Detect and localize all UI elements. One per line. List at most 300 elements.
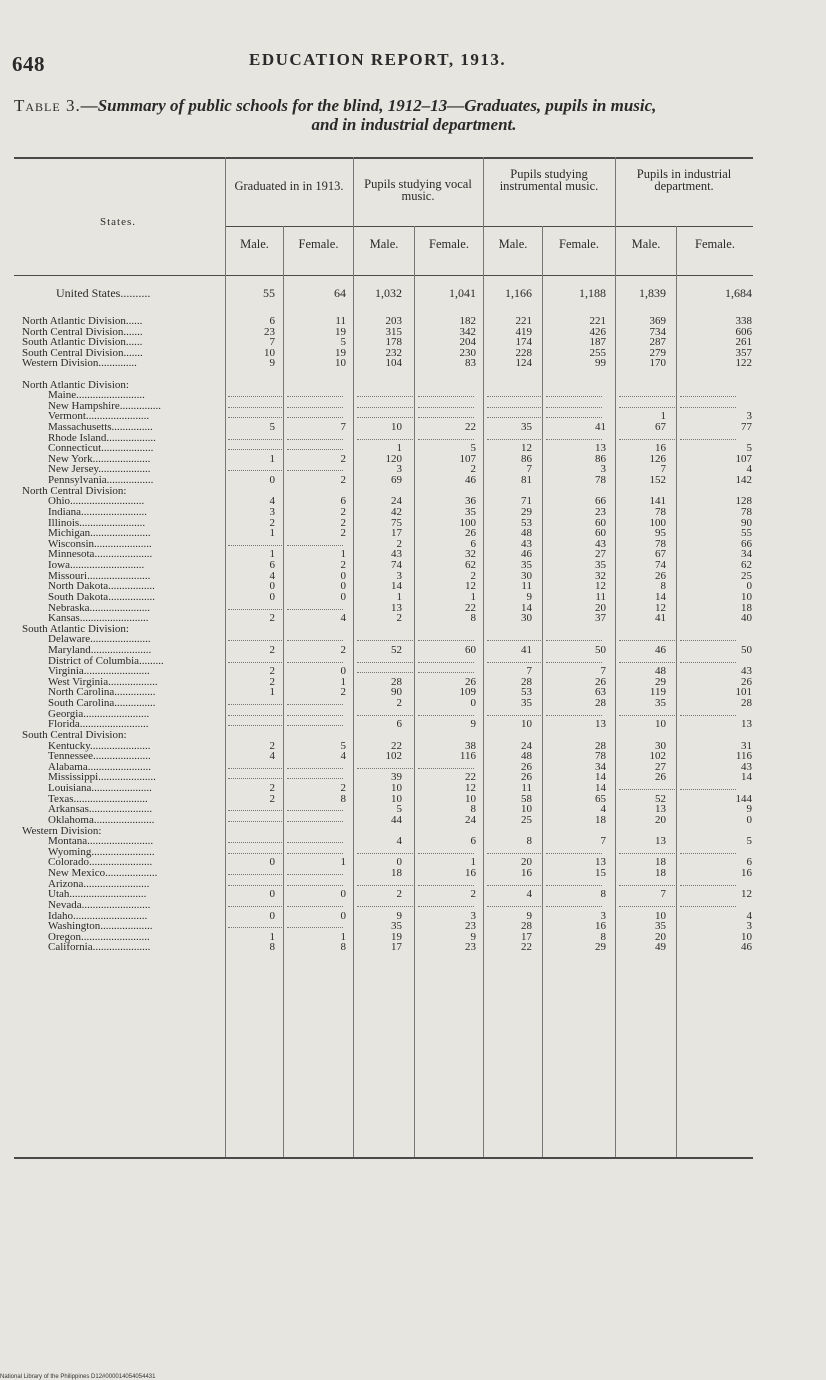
table-cell: 7	[269, 336, 275, 348]
table-cell: 3	[746, 920, 752, 933]
table-cell: 38	[465, 739, 476, 752]
table-cell: 287	[649, 336, 666, 348]
table-cell: 255	[589, 346, 606, 359]
table-cell: 36	[465, 495, 476, 508]
table-cell: 18	[595, 813, 606, 826]
table-cell: 52	[391, 644, 402, 656]
table-cell: 13	[655, 835, 666, 848]
table-cell: 1	[470, 856, 476, 869]
table-cell: 16	[521, 867, 532, 880]
table-cell: 26	[741, 675, 752, 688]
table-cell: 10	[391, 792, 402, 805]
table-cell: 1	[269, 930, 275, 943]
empty-cell-leader	[287, 715, 343, 716]
table-cell: 71	[521, 495, 532, 508]
table-cell: 2	[269, 782, 275, 795]
empty-cell-leader	[619, 640, 675, 641]
empty-cell-leader	[619, 853, 675, 854]
page-number: 648	[12, 52, 45, 76]
group-header-vocal: Pupils studying vocal music.	[364, 177, 472, 203]
empty-cell-leader	[487, 640, 543, 641]
table-cell: 0	[269, 474, 275, 487]
header-bottom-rule	[14, 275, 753, 276]
table-cell: 49	[655, 941, 666, 954]
table-cell: 1,041	[449, 286, 476, 300]
table-cell: 9	[269, 357, 275, 369]
table-cell: 2	[340, 644, 346, 656]
empty-cell-leader	[680, 640, 736, 641]
table-cell: 22	[465, 771, 476, 784]
table-cell: 24	[465, 813, 476, 826]
table-cell: 0	[269, 888, 275, 901]
empty-cell-leader	[228, 396, 284, 397]
table-cell: 99	[595, 357, 606, 369]
empty-cell-leader	[287, 545, 343, 546]
row-label: North Central Division:	[22, 484, 127, 497]
table-cell: 58	[521, 792, 532, 805]
table-cell: 2	[396, 697, 402, 710]
row-label: New Hampshire...............	[48, 399, 162, 412]
empty-cell-leader	[228, 810, 284, 811]
table-cell: 48	[655, 665, 666, 678]
empty-cell-leader	[357, 396, 413, 397]
row-label: Delaware......................	[48, 633, 151, 646]
table-cell: 60	[465, 644, 476, 656]
table-cell: 35	[521, 697, 532, 710]
table-cell: 4	[269, 569, 275, 582]
empty-cell-leader	[357, 407, 413, 408]
table-cell: 86	[595, 452, 606, 465]
empty-cell-leader	[228, 662, 284, 663]
table-row	[0, 815, 826, 826]
empty-cell-leader	[228, 821, 284, 822]
table-cell: 342	[459, 325, 476, 338]
table-top-rule	[14, 157, 753, 159]
empty-cell-leader	[418, 906, 474, 907]
table-cell: 23	[264, 325, 275, 338]
row-label: Western Division..............	[22, 357, 137, 369]
empty-cell-leader	[287, 853, 343, 854]
table-cell: 12	[741, 888, 752, 901]
table-cell: 0	[470, 697, 476, 710]
row-label: Wyoming.......................	[48, 845, 155, 858]
table-cell: 28	[391, 675, 402, 688]
empty-cell-leader	[487, 885, 543, 886]
table-cell: 8	[470, 612, 476, 625]
table-cell: 0	[340, 569, 346, 582]
empty-cell-leader	[680, 715, 736, 716]
table-cell: 0	[340, 665, 346, 678]
table-cell: 2	[269, 644, 275, 656]
empty-cell-leader	[546, 662, 602, 663]
table-cell: 4	[396, 835, 402, 848]
table-cell: 11	[335, 315, 346, 327]
table-cell: 178	[385, 336, 402, 348]
caption-title-line2: and in industrial department.	[311, 115, 517, 134]
table-caption	[14, 96, 774, 134]
table-cell: 95	[655, 527, 666, 540]
table-cell: 37	[595, 612, 606, 625]
table-cell: 152	[649, 474, 666, 487]
table-cell: 24	[521, 739, 532, 752]
table-cell: 43	[741, 760, 752, 773]
row-label: Arizona........................	[48, 877, 150, 890]
empty-cell-leader	[619, 407, 675, 408]
empty-cell-leader	[287, 874, 343, 875]
table-cell: 34	[595, 760, 606, 773]
empty-cell-leader	[228, 609, 284, 610]
table-cell: 52	[655, 792, 666, 805]
table-cell: 0	[340, 888, 346, 901]
table-cell: 14	[595, 782, 606, 795]
table-cell: 25	[741, 569, 752, 582]
table-cell: 12	[655, 601, 666, 614]
table-cell: 2	[340, 452, 346, 465]
empty-cell-leader	[228, 842, 284, 843]
table-cell: 1	[470, 590, 476, 603]
table-cell: 4	[746, 463, 752, 476]
table-cell: 221	[515, 315, 532, 327]
empty-cell-leader	[357, 885, 413, 886]
table-cell: 34	[741, 548, 752, 561]
empty-cell-leader	[546, 853, 602, 854]
table-cell: 67	[655, 548, 666, 561]
table-cell: 16	[741, 867, 752, 880]
table-cell: 48	[521, 750, 532, 763]
row-label: Ohio...........................	[48, 495, 145, 508]
table-cell: 19	[335, 325, 346, 338]
table-cell: 2	[269, 665, 275, 678]
table-cell: 204	[459, 336, 476, 348]
row-label: Iowa...........................	[48, 559, 145, 572]
table-cell: 35	[595, 559, 606, 572]
table-cell: 9	[396, 909, 402, 922]
table-cell: 1	[340, 856, 346, 869]
table-cell: 7	[660, 888, 666, 901]
table-cell: 42	[391, 505, 402, 518]
table-cell: 26	[595, 675, 606, 688]
scan-footer: National Library of the Philippines D12#000014054054431	[0, 1374, 156, 1380]
empty-cell-leader	[228, 640, 284, 641]
table-cell: 35	[521, 559, 532, 572]
table-cell: 1	[269, 452, 275, 465]
table-cell: 55	[263, 286, 275, 300]
row-label: New Jersey...................	[48, 463, 151, 476]
row-label: Arkansas.......................	[48, 803, 153, 816]
table-cell: 1,839	[639, 286, 666, 300]
empty-cell-leader	[418, 662, 474, 663]
empty-cell-leader	[546, 396, 602, 397]
table-cell: 141	[649, 495, 666, 508]
table-cell: 0	[340, 909, 346, 922]
empty-cell-leader	[357, 672, 413, 673]
row-label: North Atlantic Division......	[22, 315, 143, 327]
subheader-male: Male.	[240, 237, 269, 251]
table-cell: 126	[649, 452, 666, 465]
table-cell: 78	[655, 537, 666, 550]
table-cell: 109	[459, 686, 476, 699]
caption-label: Table 3.	[14, 96, 81, 115]
row-label: West Virginia..................	[48, 675, 158, 688]
empty-cell-leader	[680, 853, 736, 854]
empty-cell-leader	[487, 715, 543, 716]
empty-cell-leader	[357, 640, 413, 641]
table-cell: 29	[595, 941, 606, 954]
table-cell: 7	[340, 420, 346, 433]
table-cell: 43	[741, 665, 752, 678]
table-cell: 12	[521, 442, 532, 455]
table-cell: 30	[521, 612, 532, 625]
row-label: North Dakota.................	[48, 580, 155, 593]
table-cell: 187	[589, 336, 606, 348]
table-cell: 2	[269, 612, 275, 625]
table-cell: 16	[655, 442, 666, 455]
table-cell: 2	[396, 888, 402, 901]
empty-cell-leader	[357, 662, 413, 663]
table-cell: 17	[521, 930, 532, 943]
row-label: South Central Division:	[22, 728, 127, 741]
empty-cell-leader	[228, 778, 284, 779]
table-cell: 2	[396, 612, 402, 625]
table-cell: 7	[526, 463, 532, 476]
table-cell: 10	[264, 346, 275, 359]
empty-cell-leader	[546, 640, 602, 641]
table-cell: 8	[269, 941, 275, 954]
table-cell: 116	[459, 750, 476, 763]
row-label: Oklahoma......................	[48, 813, 155, 826]
table-cell: 41	[595, 420, 606, 433]
subheader-male: Male.	[631, 237, 661, 251]
empty-cell-leader	[287, 640, 343, 641]
empty-cell-leader	[287, 407, 343, 408]
table-cell: 13	[595, 856, 606, 869]
row-label: Virginia........................	[48, 665, 150, 678]
row-label: Wisconsin.....................	[48, 537, 152, 550]
row-label: California.....................	[48, 941, 151, 954]
table-cell: 1	[269, 686, 275, 699]
table-cell: 48	[521, 527, 532, 540]
table-cell: 78	[655, 505, 666, 518]
table-cell: 13	[595, 442, 606, 455]
table-cell: 6	[269, 315, 275, 327]
row-label: Washington...................	[48, 920, 153, 933]
table-cell: 53	[521, 686, 532, 699]
table-cell: 107	[735, 452, 752, 465]
table-cell: 41	[521, 644, 532, 656]
table-cell: 39	[391, 771, 402, 784]
table-cell: 5	[746, 835, 752, 848]
table-cell: 9	[470, 718, 476, 731]
table-cell: 14	[521, 601, 532, 614]
empty-cell-leader	[228, 927, 284, 928]
table-cell: 1	[660, 410, 666, 423]
row-label: North Atlantic Division:	[22, 378, 129, 391]
table-cell: 0	[269, 856, 275, 869]
row-label: Oregon.........................	[48, 930, 150, 943]
table-cell: 120	[385, 452, 402, 465]
table-cell: 53	[521, 516, 532, 529]
table-cell: 5	[340, 739, 346, 752]
empty-cell-leader	[418, 768, 474, 769]
empty-cell-leader	[680, 662, 736, 663]
table-cell: 65	[595, 792, 606, 805]
table-cell: 2	[470, 888, 476, 901]
table-cell: 315	[385, 325, 402, 338]
table-cell: 35	[521, 420, 532, 433]
table-cell: 8	[600, 888, 606, 901]
running-title: EDUCATION REPORT, 1913.	[249, 50, 507, 69]
table-row	[0, 358, 826, 369]
row-label: Western Division:	[22, 824, 102, 837]
table-cell: 7	[600, 665, 606, 678]
table-cell: 66	[595, 495, 606, 508]
table-cell: 100	[649, 516, 666, 529]
caption-title-line1: —Summary of public schools for the blind, 1912–13—Graduates, pupils in music,	[80, 96, 657, 115]
table-cell: 2	[470, 569, 476, 582]
table-cell: 55	[741, 527, 752, 540]
row-label: South Central Division.......	[22, 346, 143, 359]
table-cell: 9	[470, 930, 476, 943]
table-cell: 35	[391, 920, 402, 933]
empty-cell-leader	[619, 885, 675, 886]
table-cell: 3	[746, 410, 752, 423]
table-cell: 32	[465, 548, 476, 561]
empty-cell-leader	[680, 906, 736, 907]
empty-cell-leader	[487, 439, 543, 440]
table-cell: 28	[595, 739, 606, 752]
empty-cell-leader	[487, 853, 543, 854]
table-cell: 46	[655, 644, 666, 656]
table-cell: 232	[385, 346, 402, 359]
empty-cell-leader	[287, 842, 343, 843]
table-cell: 64	[334, 286, 346, 300]
table-cell: 13	[595, 718, 606, 731]
table-cell: 22	[391, 739, 402, 752]
table-cell: 78	[595, 750, 606, 763]
table-cell: 4	[340, 750, 346, 763]
table-cell: 63	[595, 686, 606, 699]
empty-cell-leader	[228, 768, 284, 769]
table-cell: 90	[741, 516, 752, 529]
table-cell: 20	[595, 601, 606, 614]
empty-cell-leader	[287, 725, 343, 726]
table-cell: 221	[589, 315, 606, 327]
table-cell: 1	[340, 675, 346, 688]
subheader-female: Female.	[429, 237, 469, 251]
table-cell: 104	[385, 357, 402, 369]
table-cell: 10	[335, 357, 346, 369]
table-cell: 13	[655, 803, 666, 816]
table-cell: 13	[741, 718, 752, 731]
table-cell: 1,166	[505, 286, 532, 300]
row-label: Maine.........................	[48, 389, 145, 402]
table-cell: 2	[396, 537, 402, 550]
table-cell: 50	[595, 644, 606, 656]
table-cell: 7	[526, 665, 532, 678]
table-cell: 60	[595, 527, 606, 540]
table-cell: 5	[269, 420, 275, 433]
table-cell: 78	[595, 474, 606, 487]
table-cell: 26	[521, 771, 532, 784]
row-label: Louisiana......................	[48, 782, 152, 795]
table-cell: 14	[595, 771, 606, 784]
table-cell: 5	[340, 336, 346, 348]
table-cell: 2	[340, 505, 346, 518]
table-cell: 279	[649, 346, 666, 359]
row-label: Nevada.........................	[48, 898, 151, 911]
empty-cell-leader	[619, 789, 675, 790]
table-cell: 40	[741, 612, 752, 625]
table-cell: 29	[521, 505, 532, 518]
empty-cell-leader	[418, 672, 474, 673]
table-cell: 14	[741, 771, 752, 784]
states-column-header: States.	[100, 216, 137, 228]
table-cell: 23	[465, 920, 476, 933]
empty-cell-leader	[680, 439, 736, 440]
table-cell: 28	[595, 697, 606, 710]
group-header-instrumental: Pupils studying instrumental music.	[499, 167, 599, 193]
subheader-female: Female.	[298, 237, 339, 251]
table-cell: 203	[385, 315, 402, 327]
table-cell: 24	[391, 495, 402, 508]
table-cell: 43	[521, 537, 532, 550]
table-cell: 182	[459, 315, 476, 327]
table-cell: 10	[741, 930, 752, 943]
subheader-male: Male.	[369, 237, 399, 251]
table-cell: 228	[515, 346, 532, 359]
table-cell: 67	[655, 420, 666, 433]
table-cell: 0	[396, 856, 402, 869]
empty-cell-leader	[287, 470, 343, 471]
table-cell: 9	[746, 803, 752, 816]
empty-cell-leader	[228, 853, 284, 854]
empty-cell-leader	[228, 449, 284, 450]
table-cell: 8	[600, 930, 606, 943]
table-cell: 6	[340, 495, 346, 508]
table-cell: 0	[746, 813, 752, 826]
table-cell: 8	[340, 792, 346, 805]
table-cell: 16	[595, 920, 606, 933]
table-cell: 14	[391, 580, 402, 593]
table-cell: 3	[396, 463, 402, 476]
table-cell: 116	[735, 750, 752, 763]
table-cell: 0	[746, 580, 752, 593]
table-cell: 77	[741, 420, 752, 433]
table-cell: 10	[521, 718, 532, 731]
table-cell: 3	[600, 909, 606, 922]
table-cell: 35	[655, 697, 666, 710]
table-cell: 2	[269, 739, 275, 752]
empty-cell-leader	[487, 906, 543, 907]
empty-cell-leader	[418, 439, 474, 440]
row-label: Kentucky......................	[48, 739, 151, 752]
table-cell: 10	[391, 420, 402, 433]
row-label: Alabama.......................	[48, 760, 151, 773]
table-cell: 30	[521, 569, 532, 582]
table-cell: 6	[470, 835, 476, 848]
row-label: Montana........................	[48, 835, 154, 848]
table-cell: 5	[396, 803, 402, 816]
table-cell: 4	[746, 909, 752, 922]
table-cell: 8	[660, 580, 666, 593]
empty-cell-leader	[680, 789, 736, 790]
empty-cell-leader	[228, 545, 284, 546]
row-label: District of Columbia.........	[48, 654, 164, 667]
empty-cell-leader	[487, 417, 543, 418]
table-cell: 46	[521, 548, 532, 561]
table-cell: 18	[655, 867, 666, 880]
row-label: Maryland......................	[48, 644, 152, 656]
